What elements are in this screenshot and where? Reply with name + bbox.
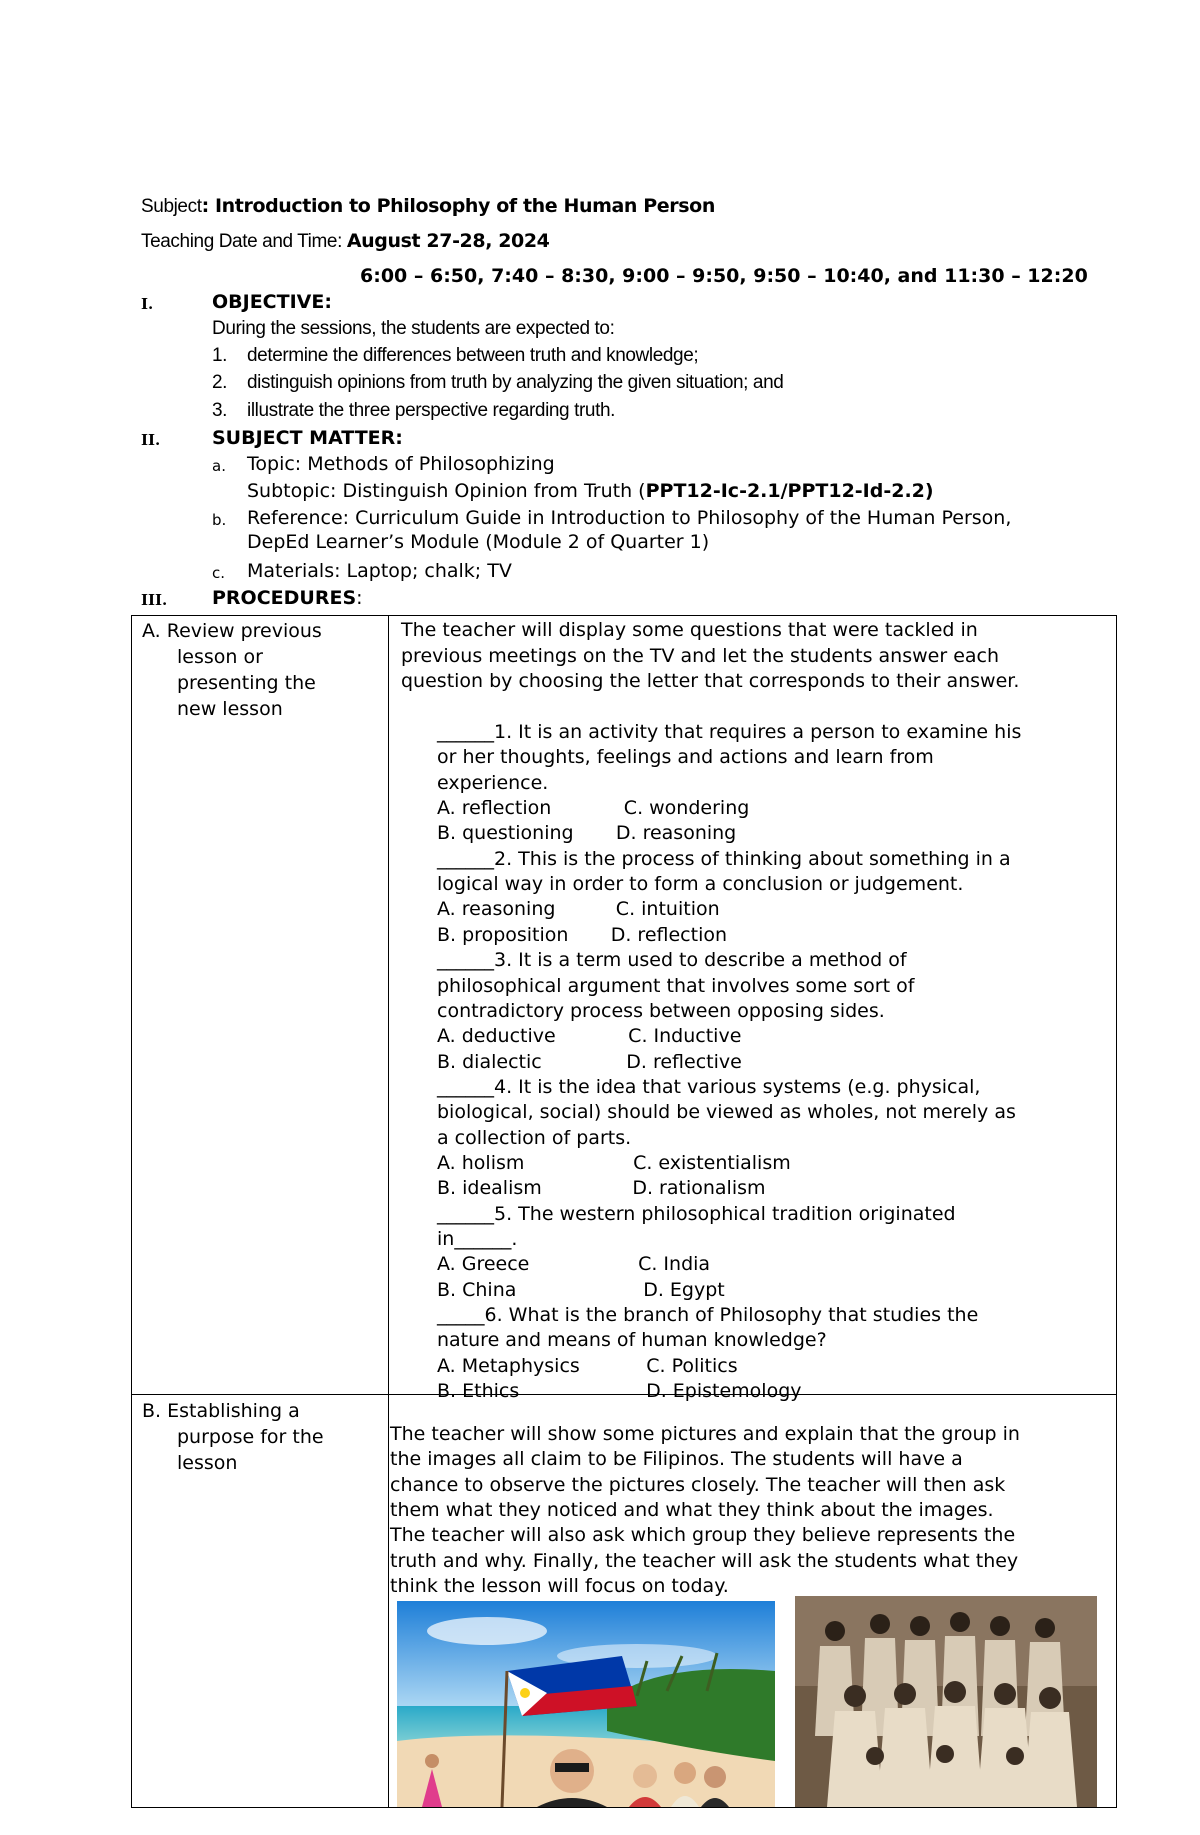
objective-item-2: distinguish opinions from truth by analyzing the given situation; and xyxy=(247,372,784,393)
procedures-heading xyxy=(212,586,363,610)
procedures-table xyxy=(131,615,1117,1808)
procedures-colon: : xyxy=(356,587,363,609)
subject-value: : Introduction to Philosophy of the Human Person xyxy=(201,195,715,217)
row-a-quiz-line: ______1. It is an activity that requires a person to examine his xyxy=(437,721,1022,743)
row-a-quiz-line: logical way in order to form a conclusion or judgement. xyxy=(437,873,964,896)
row-a-quiz-line: experience. xyxy=(437,771,549,794)
table-row xyxy=(132,616,1117,1395)
row-b-body-line: them what they noticed and what they think about the images. xyxy=(390,1498,994,1521)
teaching-times: 6:00 – 6:50, 7:40 – 8:30, 9:00 – 9:50, 9:50 – 10:40, and 11:30 – 12:20 xyxy=(360,265,1088,287)
objective-heading: OBJECTIVE: xyxy=(212,291,332,313)
objective-item-3-num: 3. xyxy=(212,400,228,421)
row-b-body-line: The teacher will also ask which group they believe represents the xyxy=(390,1524,1016,1547)
materials-letter: c. xyxy=(212,564,226,582)
row-a-content-cell xyxy=(389,616,1117,1403)
row-a-quiz-line: B. dialectic D. reflective xyxy=(437,1050,742,1073)
row-a-quiz-line: B. idealism D. rationalism xyxy=(437,1177,766,1200)
row-a-quiz-line: ______4. It is the idea that various systems (e.g. physical, xyxy=(437,1075,981,1098)
row-a-quiz-line: A. Metaphysics C. Politics xyxy=(437,1354,738,1377)
topic-letter: a. xyxy=(212,457,226,475)
row-a-label-line: presenting the xyxy=(177,672,316,694)
reference-line-1: Reference: Curriculum Guide in Introduction to Philosophy of the Human Person, xyxy=(247,507,1012,529)
objective-item-1-num: 1. xyxy=(212,345,228,366)
subject-matter-heading: SUBJECT MATTER: xyxy=(212,427,403,449)
reference-letter: b. xyxy=(212,511,227,529)
row-b-label-line: lesson xyxy=(177,1452,238,1474)
date-line xyxy=(141,229,550,254)
row-a-quiz-line: philosophical argument that involves some sort of xyxy=(437,974,915,997)
row-a-quiz-line: a collection of parts. xyxy=(437,1126,632,1149)
subject-matter-numeral: II. xyxy=(141,431,161,449)
row-a-quiz-line: A. deductive C. Inductive xyxy=(437,1025,742,1048)
row-a-quiz-line: nature and means of human knowledge? xyxy=(437,1329,827,1352)
subtopic-code: PPT12-Ic-2.1/PPT12-Id-2.2) xyxy=(645,480,934,502)
row-a-intro-line: previous meetings on the TV and let the students answer each xyxy=(401,644,1000,667)
beach-group-illustration xyxy=(397,1601,775,1807)
row-a-quiz-line: A. holism C. existentialism xyxy=(437,1151,791,1174)
row-a-quiz-line: B. questioning D. reasoning xyxy=(437,822,737,845)
subject-line xyxy=(141,194,715,219)
row-a-label-line: A. Review previous xyxy=(142,620,322,642)
row-b-body-line: truth and why. Finally, the teacher will ask the students what they xyxy=(390,1549,1019,1572)
row-b-content-cell xyxy=(389,1395,1117,1808)
row-a-quiz-line: in______. xyxy=(437,1228,518,1250)
date-label: Teaching Date and Time: xyxy=(141,231,347,252)
subtopic-text: Subtopic: Distinguish Opinion from Truth ( xyxy=(247,480,646,502)
row-a-quiz-line: or her thoughts, feelings and actions and learn from xyxy=(437,746,934,769)
reference-line-2: DepEd Learner’s Module (Module 2 of Quarter 1) xyxy=(247,531,710,553)
subject-label: Subject xyxy=(141,196,202,217)
row-a-intro-line: The teacher will display some questions that were tackled in xyxy=(401,619,978,641)
row-b-label-line: purpose for the xyxy=(177,1426,324,1448)
row-a-quiz-line: B. China D. Egypt xyxy=(437,1278,725,1301)
row-b-label-cell xyxy=(132,1395,389,1808)
row-a-quiz-line: B. proposition D. reflection xyxy=(437,923,728,946)
row-b-label-line: B. Establishing a xyxy=(142,1400,300,1422)
row-a-label-line: new lesson xyxy=(177,698,283,720)
subtopic xyxy=(247,479,934,503)
row-a-quiz-line: ______2. This is the process of thinking about something in a xyxy=(437,847,1011,870)
row-a-quiz-line: biological, social) should be viewed as wholes, not merely as xyxy=(437,1101,1016,1124)
row-a-quiz-line: contradictory process between opposing sides. xyxy=(437,999,885,1022)
procedures-heading-text: PROCEDURES xyxy=(212,587,357,609)
row-a-quiz-line: A. Greece C. India xyxy=(437,1253,711,1276)
row-a-quiz-line: B. Ethics D. Epistemology xyxy=(437,1380,802,1403)
row-a-intro-line: question by choosing the letter that corresponds to their answer. xyxy=(401,670,1020,692)
topic: Topic: Methods of Philosophizing xyxy=(247,453,555,475)
vintage-family-photo xyxy=(795,1596,1097,1807)
table-row xyxy=(132,1395,1117,1808)
row-a-label-line: lesson or xyxy=(177,646,263,668)
objective-numeral: I. xyxy=(141,295,154,313)
date-value: August 27-28, 2024 xyxy=(346,230,550,252)
row-b-body-line: the images all claim to be Filipinos. The students will have a xyxy=(390,1448,963,1471)
vintage-family-illustration xyxy=(795,1596,1097,1807)
objective-item-1: determine the differences between truth and knowledge; xyxy=(247,345,699,366)
row-a-quiz-line: ______3. It is a term used to describe a method of xyxy=(437,949,907,972)
objective-intro: During the sessions, the students are expected to: xyxy=(212,318,615,339)
row-b-body-line: think the lesson will focus on today. xyxy=(390,1574,729,1597)
row-b-body-line: The teacher will show some pictures and explain that the group in xyxy=(390,1423,1020,1445)
beach-group-photo xyxy=(397,1601,775,1807)
materials: Materials: Laptop; chalk; TV xyxy=(247,560,512,582)
procedures-numeral: III. xyxy=(141,591,168,609)
objective-item-2-num: 2. xyxy=(212,372,228,393)
row-a-quiz-line: A. reflection C. wondering xyxy=(437,797,750,820)
objective-item-3: illustrate the three perspective regarding truth. xyxy=(247,400,615,421)
row-a-quiz-line: A. reasoning C. intuition xyxy=(437,898,720,921)
row-b-body-line: chance to observe the pictures closely. The teacher will then ask xyxy=(390,1473,1006,1496)
row-a-quiz-line: _____6. What is the branch of Philosophy that studies the xyxy=(437,1304,979,1327)
row-a-quiz-line: ______5. The western philosophical tradition originated xyxy=(437,1202,956,1225)
row-a-label-cell xyxy=(132,616,389,1395)
